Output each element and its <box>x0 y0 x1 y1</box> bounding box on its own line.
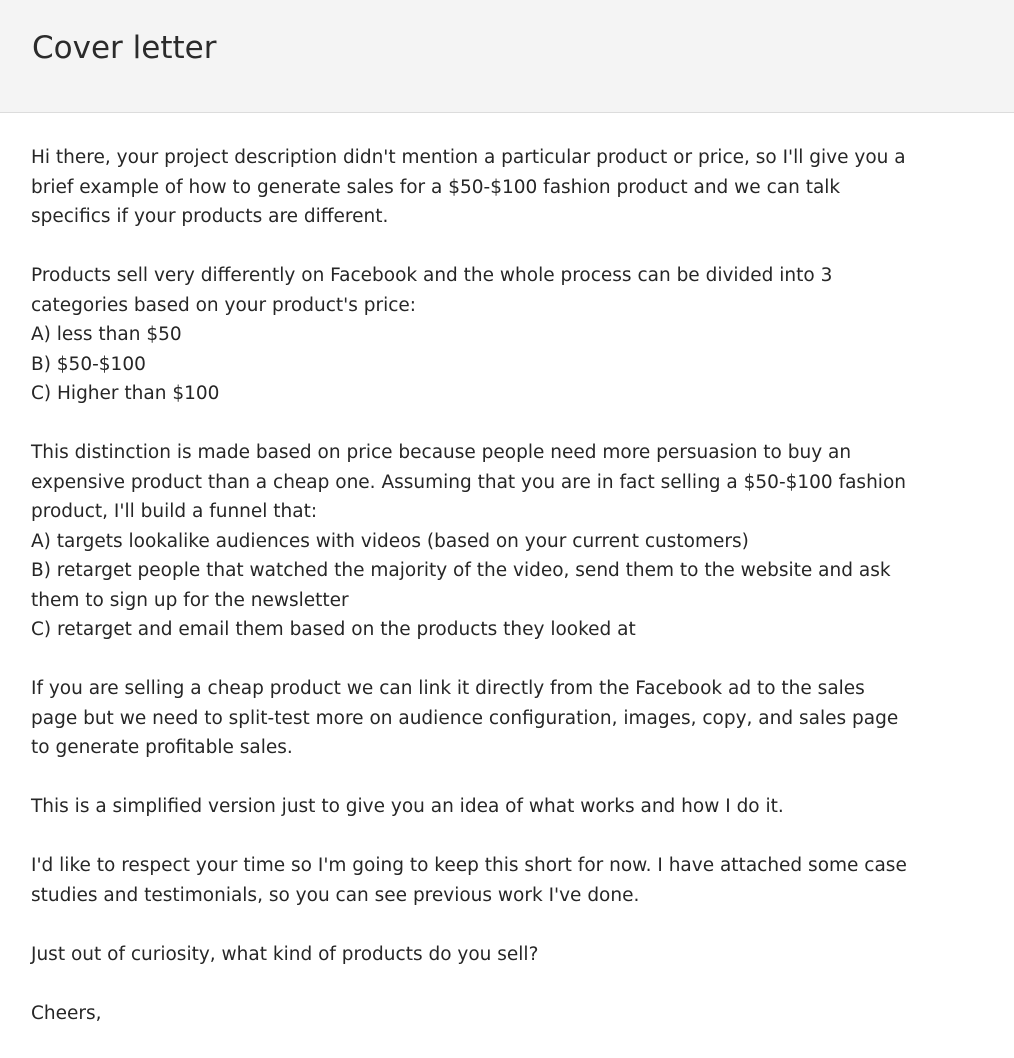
text-line: If you are selling a cheap product we can link it directly from the Facebook ad to the sales <box>31 678 865 699</box>
paragraph-respect-time <box>31 851 996 910</box>
page-title: Cover letter <box>32 30 217 66</box>
header-bar <box>0 0 1014 113</box>
list-item: A) less than $50 <box>31 324 182 345</box>
text-line: Products sell very differently on Facebook and the whole process can be divided into 3 <box>31 265 833 286</box>
text-line: them to sign up for the newsletter <box>31 589 349 611</box>
text-line: I'd like to respect your time so I'm going to keep this short for now. I have attached some case <box>31 855 907 876</box>
text-line: page but we need to split-test more on audience configuration, images, copy, and sales page <box>31 707 899 729</box>
paragraph-intro <box>31 143 996 232</box>
paragraph-cheap-product <box>31 674 996 763</box>
text-line: brief example of how to generate sales for a $50-$100 fashion product and we can talk <box>31 176 841 198</box>
paragraph-question <box>31 940 996 970</box>
text-line: categories based on your product's price: <box>31 294 417 316</box>
list-item: B) retarget people that watched the majority of the video, send them to the website and ask <box>31 560 891 581</box>
text-line: This distinction is made based on price because people need more persuasion to buy an <box>31 442 852 463</box>
text-line: studies and testimonials, so you can see previous work I've done. <box>31 884 640 906</box>
text-line: specifics if your products are different. <box>31 206 389 227</box>
list-item: C) Higher than $100 <box>31 383 220 404</box>
paragraph-simplified <box>31 792 996 822</box>
paragraph-funnel <box>31 438 996 645</box>
text-line: Just out of curiosity, what kind of products do you sell? <box>31 943 539 965</box>
cover-letter-body <box>31 143 996 1058</box>
list-item: A) targets lookalike audiences with videos (based on your current customers) <box>31 530 749 552</box>
text-line: Cheers, <box>31 1002 102 1024</box>
paragraph-categories <box>31 261 996 409</box>
text-line: expensive product than a cheap one. Assuming that you are in fact selling a $50-$100 fashion <box>31 471 906 493</box>
list-item: B) $50-$100 <box>31 353 146 375</box>
text-line: This is a simplified version just to give you an idea of what works and how I do it. <box>31 796 784 817</box>
list-item: C) retarget and email them based on the products they looked at <box>31 619 636 640</box>
text-line: Hi there, your project description didn't mention a particular product or price, so I'll give you a <box>31 147 906 168</box>
text-line: to generate profitable sales. <box>31 737 293 758</box>
text-line: product, I'll build a funnel that: <box>31 501 318 522</box>
